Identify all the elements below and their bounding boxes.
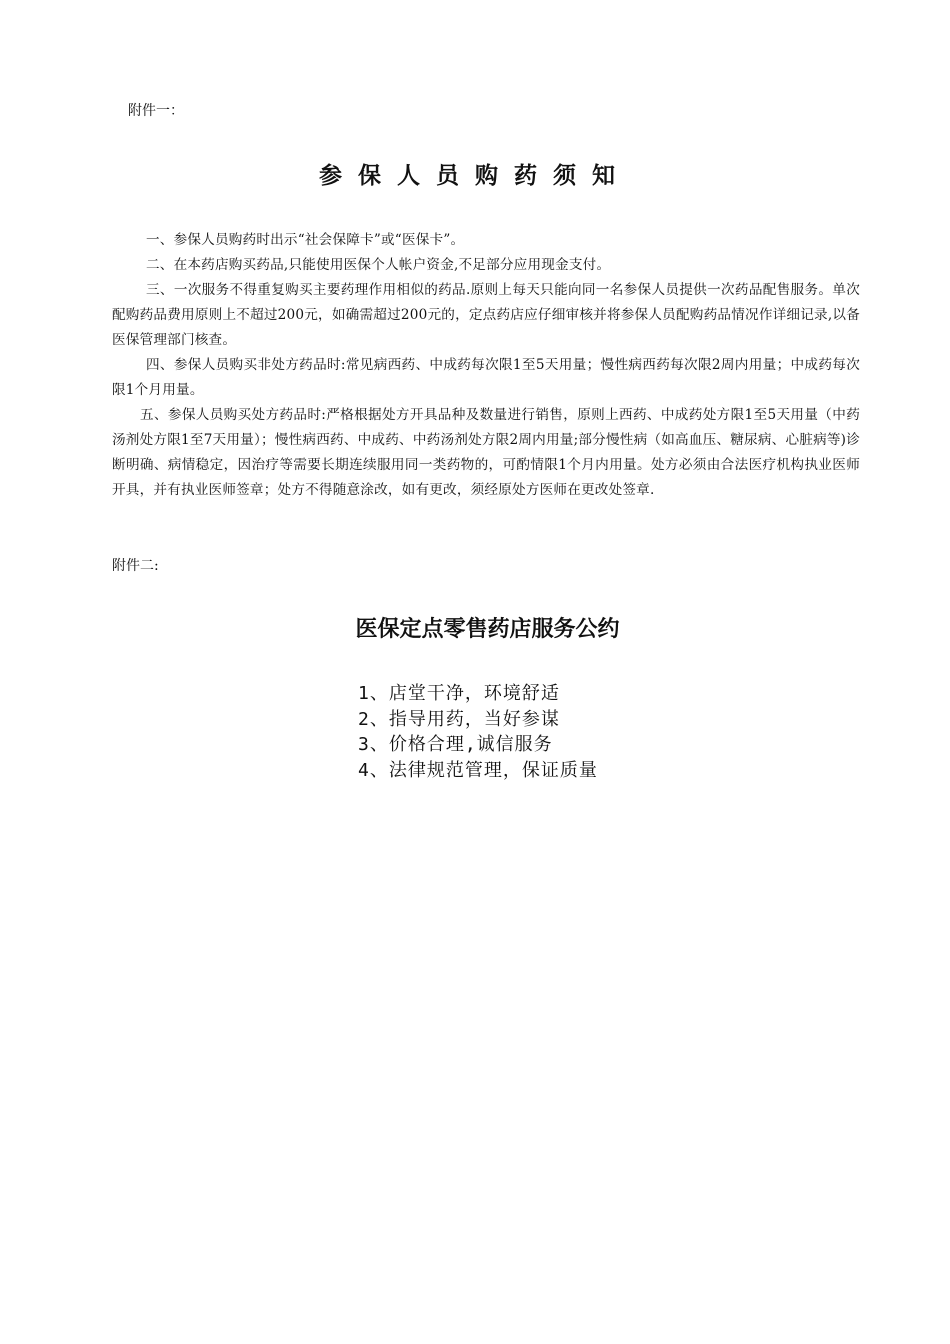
rule-2: 二、在本药店购买药品,只能使用医保个人帐户资金,不足部分应用现金支付。 (146, 257, 611, 273)
rule-5: 五、参保人员购买处方药品时:严格根据处方开具品种及数量进行销售，原则上西药、中成药处方限1至5天用量（中药汤剂处方限1至7天用量）；慢性病西药、中成药、中药汤剂处方限2周内用量;部分慢性病（如高血压、糖尿病、心脏病等)诊断明确、病情稳定，因治疗等需要长期连续服用同一类药物的，可酌情限1个月内用量。处方必须由合法医疗机构执业医师开具，并有执业医师签章；处方不得随意涂改，如有更改，须经原处方医师在更改处签章. (112, 407, 860, 498)
rule-4: 四、参保人员购买非处方药品时:常见病西药、中成药每次限1至5天用量；慢性病西药每次限2周内用量；中成药每次限1个月用量。 (112, 357, 860, 398)
pledge-item-3: 3、价格合理,诚信服务 (358, 734, 553, 755)
pledge-item-1: 1、店堂干净，环境舒适 (358, 683, 560, 704)
purchase-notice-title: 参保人员购药须知 (319, 163, 631, 189)
service-pledge-list (358, 681, 778, 783)
attachment-two-label: 附件二: (112, 558, 159, 574)
purchase-rules (112, 228, 860, 503)
attachment-one-label: 附件一： (128, 103, 184, 119)
rule-3: 三、一次服务不得重复购买主要药理作用相似的药品.原则上每天只能向同一名参保人员提供一次药品配售服务。单次配购药品费用原则上不超过200元，如确需超过200元的，定点药店应仔细审核并将参保人员配购药品情况作详细记录,以备医保管理部门核查。 (112, 282, 860, 348)
pledge-item-4: 4、法律规范管理，保证质量 (358, 759, 598, 781)
pledge-item-2: 2、指导用药，当好参谋 (358, 708, 560, 730)
rule-1: 一、参保人员购药时出示“社会保障卡”或“医保卡”。 (146, 232, 465, 248)
service-pledge-title: 医保定点零售药店服务公约 (355, 617, 620, 642)
